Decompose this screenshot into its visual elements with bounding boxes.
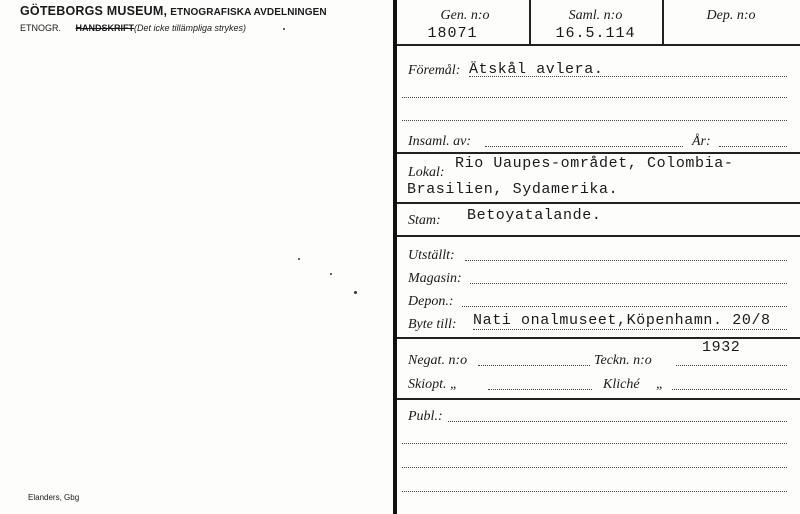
publ-line-2 — [402, 443, 787, 444]
ar-label: År: — [692, 134, 711, 149]
cliche-ditto-mark: „ — [656, 377, 664, 392]
museum-name: GÖTEBORGS MUSEUM, — [20, 4, 168, 18]
printer-imprint: Elanders, Gbg — [28, 493, 80, 502]
section-rule — [397, 202, 800, 204]
section-rule — [397, 152, 800, 154]
dep-no-label: Dep. n:o — [706, 8, 756, 23]
cliche-line — [672, 389, 787, 390]
panel-divider — [393, 0, 397, 514]
department-name: ETNOGRAFISKA AVDELNINGEN — [170, 7, 327, 18]
ar-line — [719, 146, 787, 147]
foremal-value: Ätskål avlera. — [469, 61, 604, 78]
negat-line — [478, 365, 590, 366]
publ-label: Publ.: — [408, 409, 443, 424]
magasin-line — [470, 283, 787, 284]
paper-speck — [283, 28, 285, 30]
lokal-value-line-2: Brasilien, Sydamerika. — [407, 181, 619, 198]
lokal-value-line-1: Rio Uaupes-området, Colombia- — [455, 155, 734, 172]
byte-year: 1932 — [702, 339, 741, 356]
cliche-label: Kliché — [603, 377, 640, 392]
struck-word: HANDSKRIFT — [75, 23, 135, 33]
teckn-label: Teckn. n:o — [594, 353, 652, 368]
section-rule — [397, 398, 800, 400]
insaml-label: Insaml. av: — [408, 134, 471, 149]
gen-no-value: 18071 — [427, 25, 478, 42]
paper-speck — [298, 258, 300, 260]
byte-value: Nati onalmuseet,Köpenhamn. 20/8 — [473, 312, 771, 329]
utstallt-line — [465, 260, 787, 261]
saml-no-value: 16.5.114 — [555, 25, 636, 42]
foremal-line — [469, 76, 787, 77]
publ-line — [448, 421, 787, 422]
byte-label: Byte till: — [408, 317, 457, 332]
publ-line-4 — [402, 491, 787, 492]
foremal-label: Föremål: — [408, 63, 461, 78]
header-rule — [397, 44, 800, 46]
card-header — [20, 4, 327, 35]
publ-line-3 — [402, 467, 787, 468]
stam-value: Betoyatalande. — [467, 207, 602, 224]
gen-no-label: Gen. n:o — [440, 8, 490, 23]
column-rule — [529, 0, 531, 44]
negat-label: Negat. n:o — [408, 353, 468, 368]
byte-line — [473, 329, 787, 330]
foremal-line-3 — [402, 120, 787, 121]
depon-label: Depon.: — [408, 294, 454, 309]
strike-note: (Det icke tillämpliga strykes) — [134, 23, 247, 33]
skiopt-line — [488, 389, 592, 390]
etnogr-label: ETNOGR. — [20, 23, 62, 33]
utstallt-label: Utställt: — [408, 248, 455, 263]
foremal-line-2 — [402, 97, 787, 98]
magasin-label: Magasin: — [408, 271, 462, 286]
section-rule — [397, 235, 800, 237]
column-rule — [662, 0, 664, 44]
teckn-line — [676, 365, 787, 366]
saml-no-label: Saml. n:o — [568, 8, 623, 23]
paper-speck — [330, 273, 332, 275]
insaml-line — [485, 146, 683, 147]
skiopt-label: Skiopt. „ — [408, 377, 458, 392]
depon-line — [462, 306, 787, 307]
stam-label: Stam: — [408, 213, 441, 228]
lokal-label: Lokal: — [408, 165, 445, 180]
paper-speck — [354, 291, 357, 294]
